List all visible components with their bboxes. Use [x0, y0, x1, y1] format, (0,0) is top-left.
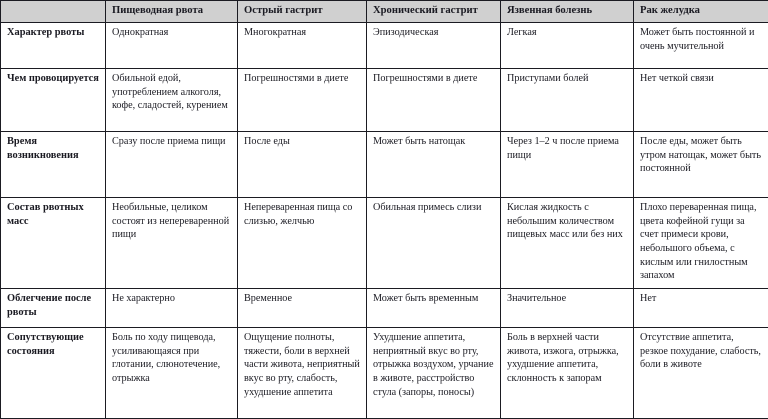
cell-r1c5: Может быть постоянной и очень мучительной — [634, 23, 768, 69]
column-header-4: Язвенная болезнь — [501, 1, 634, 23]
table-header-row — [1, 1, 768, 23]
row-header-5: Облегчение после рвоты — [1, 289, 106, 328]
table-body — [1, 23, 768, 419]
cell-r1c4: Легкая — [501, 23, 634, 69]
cell-r6c2: Ощущение полноты, тяжести, боли в верхней части живота, неприятный вкус во рту, слабость, ухудшение аппетита — [238, 328, 367, 419]
table-row — [1, 132, 768, 198]
cell-r3c5: После еды, может быть утром натощак, может быть постоянной — [634, 132, 768, 198]
cell-r2c5: Нет четкой связи — [634, 69, 768, 132]
table-row — [1, 289, 768, 328]
cell-r4c4: Кислая жидкость с небольшим количеством пищевых масс или без них — [501, 198, 634, 289]
cell-r2c3: Погрешностями в диете — [367, 69, 501, 132]
row-header-4: Состав рвотных масс — [1, 198, 106, 289]
table-row — [1, 198, 768, 289]
cell-r5c1: Не характерно — [106, 289, 238, 328]
cell-r3c1: Сразу после приема пищи — [106, 132, 238, 198]
table-header — [1, 1, 768, 23]
row-header-1: Характер рвоты — [1, 23, 106, 69]
cell-r4c2: Непереваренная пища со слизью, желчью — [238, 198, 367, 289]
cell-r2c1: Обильной едой, употреблением алкоголя, кофе, сладостей, курением — [106, 69, 238, 132]
cell-r5c4: Значительное — [501, 289, 634, 328]
row-header-6: Сопутствующие состояния — [1, 328, 106, 419]
cell-r2c4: Приступами болей — [501, 69, 634, 132]
column-header-5: Рак желудка — [634, 1, 768, 23]
cell-r6c1: Боль по ходу пищевода, усиливающаяся при глотании, слюнотечение, отрыжка — [106, 328, 238, 419]
table-row — [1, 328, 768, 419]
cell-r5c3: Может быть временным — [367, 289, 501, 328]
cell-r4c5: Плохо переваренная пища, цвета кофейной гущи за счет примеси крови, небольшого объема, с кислым или гнилостным запахом — [634, 198, 768, 289]
cell-r6c3: Ухудшение аппетита, неприятный вкус во рту, отрыжка воздухом, урчание в животе, расстройство стула (запоры, поносы) — [367, 328, 501, 419]
cell-r5c5: Нет — [634, 289, 768, 328]
cell-r1c2: Многократная — [238, 23, 367, 69]
cell-r1c3: Эпизодическая — [367, 23, 501, 69]
cell-r3c3: Может быть натощак — [367, 132, 501, 198]
cell-r4c1: Необильные, целиком состоят из непереваренной пищи — [106, 198, 238, 289]
cell-r3c2: После еды — [238, 132, 367, 198]
cell-r4c3: Обильная примесь слизи — [367, 198, 501, 289]
table-corner-cell — [1, 1, 106, 23]
cell-r1c1: Однократная — [106, 23, 238, 69]
cell-r3c4: Через 1–2 ч после приема пищи — [501, 132, 634, 198]
table-row — [1, 23, 768, 69]
row-header-3: Время возникновения — [1, 132, 106, 198]
column-header-1: Пищеводная рвота — [106, 1, 238, 23]
table-row — [1, 69, 768, 132]
cell-r6c4: Боль в верхней части живота, изжога, отрыжка, ухудшение аппетита, склонность к запорам — [501, 328, 634, 419]
column-header-3: Хронический гастрит — [367, 1, 501, 23]
cell-r6c5: Отсутствие аппетита, резкое похудание, слабость, боли в животе — [634, 328, 768, 419]
cell-r2c2: Погрешностями в диете — [238, 69, 367, 132]
cell-r5c2: Временное — [238, 289, 367, 328]
column-header-2: Острый гастрит — [238, 1, 367, 23]
row-header-2: Чем провоцируется — [1, 69, 106, 132]
